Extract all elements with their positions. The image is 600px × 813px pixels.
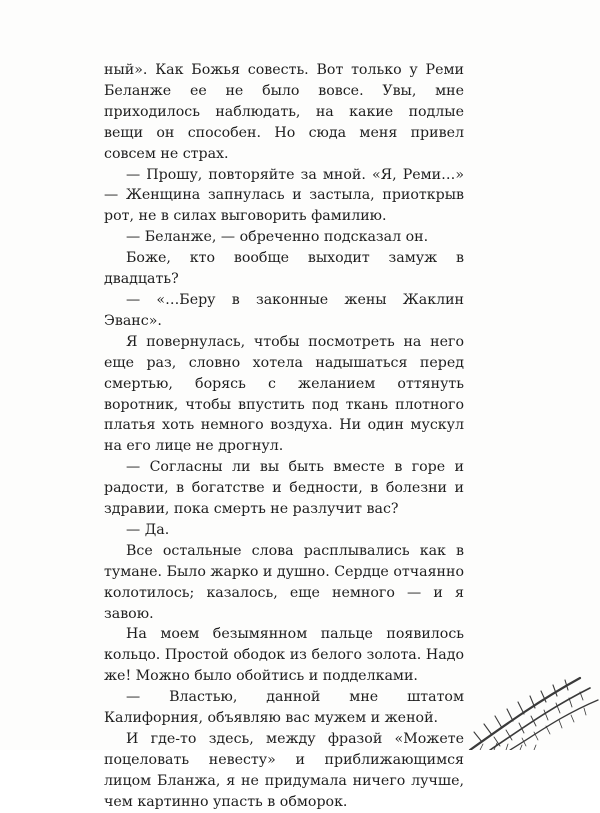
wing-feather-icon bbox=[430, 670, 600, 750]
paragraph-1: ный». Как Божья совесть. Вот только у Реми Беланже ее не было вовсе. Увы, мне приходилось наблюдать, на какие подлые вещи он способен. Но сюда меня привел совсем не страх. bbox=[104, 62, 464, 162]
paragraph-8: — Да. bbox=[126, 521, 170, 538]
paragraph-2: — Прошу, повторяйте за мной. «Я, Реми…» — Женщина запнулась и застыла, приоткрыв рот, не в силах выговорить фамилию. bbox=[104, 166, 464, 225]
paragraph-9: Все остальные слова расплывались как в тумане. Было жарко и душно. Сердце отчаянно колотилось; казалось, еще немного — и я завою. bbox=[104, 542, 464, 622]
page-text bbox=[104, 60, 464, 813]
paragraph-7: — Согласны ли вы быть вместе в горе и радости, в богатстве и бедности, в болезни и здравии, пока смерть не разлучит вас? bbox=[104, 459, 464, 518]
paragraph-10: На моем безымянном пальце появилось кольцо. Простой ободок из белого золота. Надо же! Можно было обойтись и подделками. bbox=[104, 626, 464, 685]
paragraph-3: — Беланже, — обреченно подсказал он. bbox=[126, 229, 429, 246]
paragraph-4: Боже, кто вообще выходит замуж в двадцать? bbox=[104, 250, 464, 288]
paragraph-11: — Властью, данной мне штатом Калифорния, объявляю вас мужем и женой. bbox=[104, 689, 464, 727]
paragraph-12: И где-то здесь, между фразой «Можете поцеловать невесту» и приближающимся лицом Бланжа, я не придумала ничего лучше, чем картинно упасть в обморок. bbox=[104, 731, 464, 810]
paragraph-5: — «…Беру в законные жены Жаклин Эванс». bbox=[104, 291, 464, 329]
paragraph-6: Я повернулась, чтобы посмотреть на него еще раз, словно хотела надышаться перед смертью, борясь с желанием оттянуть воротник, чтобы впустить под ткань плотного платья хоть немного воздуха. Ни один мускул на его лице не дрогнул. bbox=[104, 333, 464, 455]
